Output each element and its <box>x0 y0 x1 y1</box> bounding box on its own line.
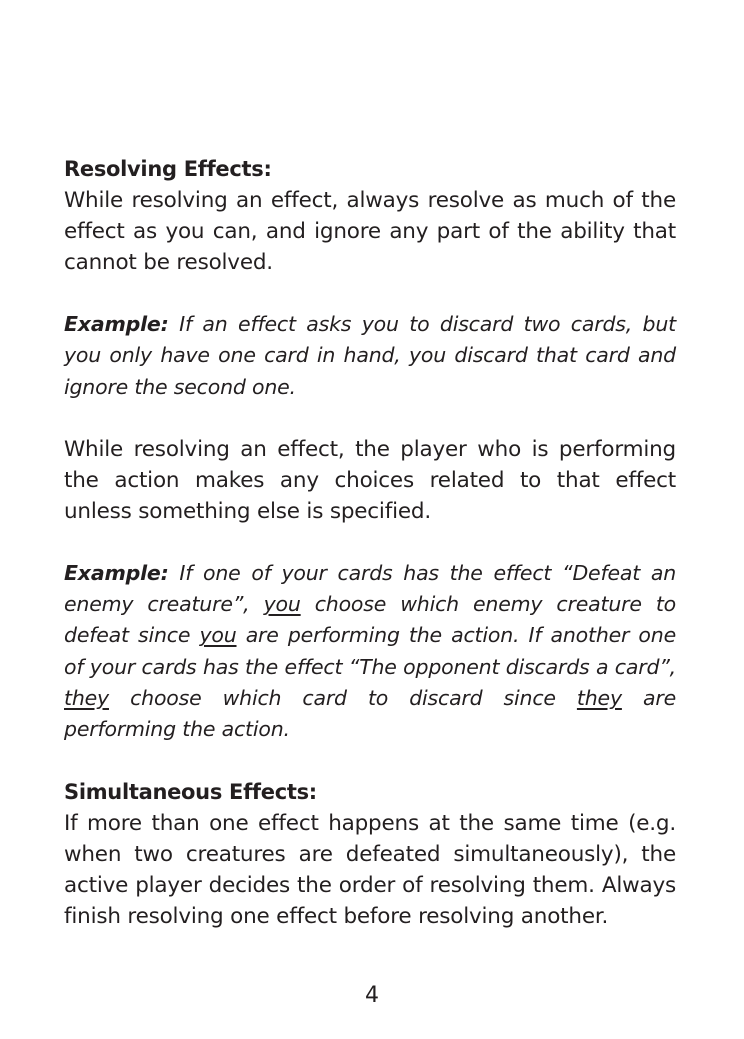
example-lead: Example: <box>64 312 169 336</box>
example-discard-cards <box>64 309 676 403</box>
section-heading-resolving-effects: Resolving Effects: <box>64 157 272 181</box>
section-heading-simultaneous-effects: Simultaneous Effects: <box>64 779 317 804</box>
spacer <box>64 403 676 434</box>
spacer <box>64 746 676 777</box>
underlined-you: you <box>199 623 237 648</box>
underlined-they: they <box>576 686 622 711</box>
example-text-part: If one of your cards has the effect “Defeat an enemy creature”, <box>64 560 676 617</box>
spacer <box>64 278 676 309</box>
player-choices-paragraph: While resolving an effect, the player who is performing the action makes any choices related to that effect unless something else is specified. <box>64 436 676 524</box>
example-text-part: are performing the action. <box>64 686 676 742</box>
example-text-part: choose which enemy creature to defeat since <box>64 592 676 648</box>
example-defeat-creature <box>64 558 676 746</box>
simultaneous-effects-paragraph: If more than one effect happens at the same time (e.g. when two creatures are defeated simultaneously), the active player decides the order of resolving them. Always finish resolving one effect before resolving another. <box>64 810 676 929</box>
example-text-part: are performing the action. If another one of your cards has the effect “The opponent discards a card”, <box>64 623 676 679</box>
example-text-part: choose which card to discard since <box>130 686 556 711</box>
underlined-you: you <box>263 592 301 617</box>
example-lead: Example: <box>64 560 169 585</box>
page-number: 4 <box>365 983 379 1008</box>
example-text: If an effect asks you to discard two cards, but you only have one card in hand, you discard that card and ignore the second one. <box>64 312 676 399</box>
page-content <box>64 154 676 932</box>
underlined-they: they <box>64 686 109 711</box>
resolving-effects-paragraph: While resolving an effect, always resolve as much of the effect as you can, and ignore any part of the ability that cannot be resolved. <box>64 188 676 275</box>
spacer <box>64 527 676 558</box>
